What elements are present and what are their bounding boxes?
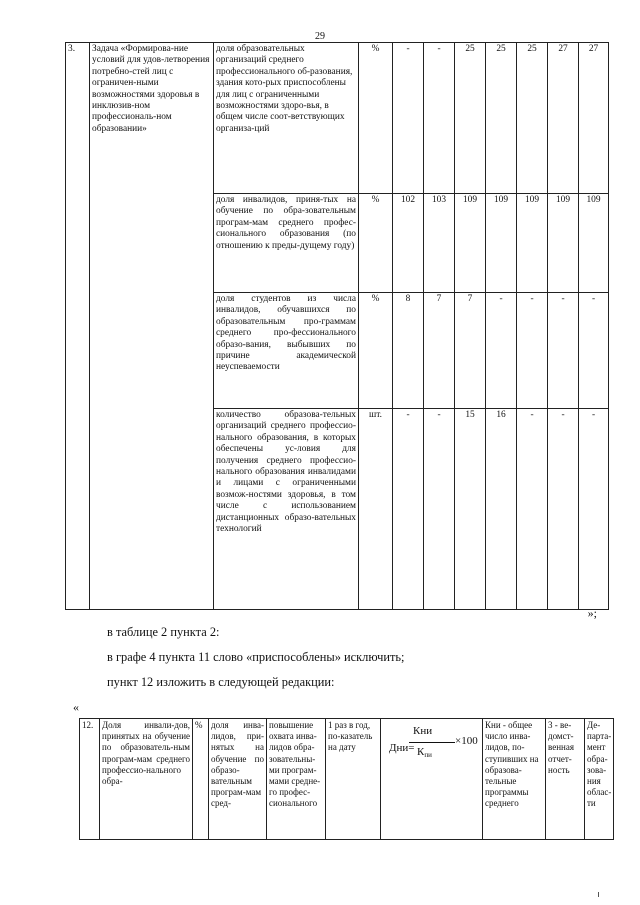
formula-lhs: Дни= [389, 742, 415, 754]
indicator-value: 8 [393, 293, 424, 409]
indicator-value: 27 [548, 43, 579, 194]
indicator-name: доля студентов из числа инвалидов, обучавшихся по образовательным про-граммам среднего про-фессионального образо-вания, выбывших по причине академической неуспеваемости [214, 293, 359, 409]
indicator-value: 109 [548, 194, 579, 293]
indicator-unit: % [359, 43, 393, 194]
item-name: Доля инвали-дов, принятых на обучение по образователь-ным програм-мам среднего профессио-нального обра- [100, 719, 193, 840]
indicator-value: - [424, 43, 455, 194]
margin-mark [598, 892, 599, 897]
indicator-value: 7 [424, 293, 455, 409]
indicator-value: - [517, 293, 548, 409]
item-unit: % [193, 719, 209, 840]
indicator-value: - [486, 293, 517, 409]
paragraph-table-2: в таблице 2 пункта 2: [107, 625, 220, 639]
item-number: 12. [80, 719, 100, 840]
indicator-value: 27 [579, 43, 609, 194]
indicator-value: 109 [517, 194, 548, 293]
item-frequency: 1 раз в год, по-казатель на дату [326, 719, 381, 840]
indicator-value: 109 [455, 194, 486, 293]
indicator-value: - [579, 409, 609, 610]
task-description: Задача «Формирова-ние условий для удов-летворения потребно-стей лиц с ограничен-ными возможностями здоровья в инклюзив-ном профессиональ-ном образовании» [90, 43, 214, 610]
indicator-unit: % [359, 194, 393, 293]
indicators-table-body [66, 43, 609, 610]
indicator-value: 103 [424, 194, 455, 293]
indicator-value: - [393, 43, 424, 194]
indicator-value: 7 [455, 293, 486, 409]
indicator-value: 15 [455, 409, 486, 610]
item-definition: доля инва-лидов, при-нятых на обучение по образо-вательным програм-мам сред- [209, 719, 267, 840]
item-purpose: повышение охвата инва-лидов обра-зовательны-ми програм-мами средне-го профес-сионального [267, 719, 326, 840]
indicator-value: - [548, 293, 579, 409]
formula-multiplier: ×100 [455, 735, 478, 747]
indicators-table [65, 42, 609, 610]
item-responsible: Де-парта-мент обра-зова-ния облас-ти [585, 719, 614, 840]
indicator-unit: шт. [359, 409, 393, 610]
indicator-value: - [548, 409, 579, 610]
task-number: 3. [66, 43, 90, 610]
indicator-value: 109 [579, 194, 609, 293]
paragraph-column-4: в графе 4 пункта 11 слово «приспособлены» исключить; [107, 650, 405, 664]
indicator-name: доля инвалидов, приня-тых на обучение по обра-зовательным програм-мам среднего профес-сионального образования (по отношению к преды-дущему году) [214, 194, 359, 293]
fraction-bar [409, 742, 455, 743]
formula-cell [381, 719, 483, 840]
indicator-value: 25 [455, 43, 486, 194]
indicator-value: - [517, 409, 548, 610]
formula [383, 720, 480, 780]
item-12-row [80, 719, 614, 840]
indicator-value: 109 [486, 194, 517, 293]
item-source: 3 - ве-домст-венная отчет-ность [546, 719, 585, 840]
indicator-name: доля образовательных организаций среднего профессионального об-разования, здания кото-рых приспособлены для лиц с ограниченными возможностями здоро-вья, в общем числе соот-ветствующих организа-ций [214, 43, 359, 194]
indicator-unit: % [359, 293, 393, 409]
indicator-value: - [579, 293, 609, 409]
indicator-value: - [424, 409, 455, 610]
indicator-value: 102 [393, 194, 424, 293]
indicator-value: - [393, 409, 424, 610]
paragraph-item-12: пункт 12 изложить в следующей редакции: [107, 675, 335, 689]
indicator-row [66, 43, 609, 194]
formula-denominator: $К_{пи}$ [417, 746, 432, 759]
opening-quote: « [73, 700, 79, 714]
indicator-value: 16 [486, 409, 517, 610]
page-number: 29 [315, 31, 325, 42]
indicator-value: 25 [486, 43, 517, 194]
indicator-value: 25 [517, 43, 548, 194]
closing-quote: »; [587, 606, 597, 620]
formula-numerator: Кни [413, 725, 433, 737]
indicator-name: количество образова-тельных организаций среднего профессио-нального образования, в которых обеспечены ус-ловия для получения среднего профессио-нального образования инвалидами и лицами с ограниченными возмож-ностями здоровья, в том числе с использованием дистанционных образо-вательных технологий [214, 409, 359, 610]
item-explanation: Кни - общее число инва-лидов, по-ступивших на образова-тельные программы среднего [483, 719, 546, 840]
item-12-table [79, 718, 614, 840]
